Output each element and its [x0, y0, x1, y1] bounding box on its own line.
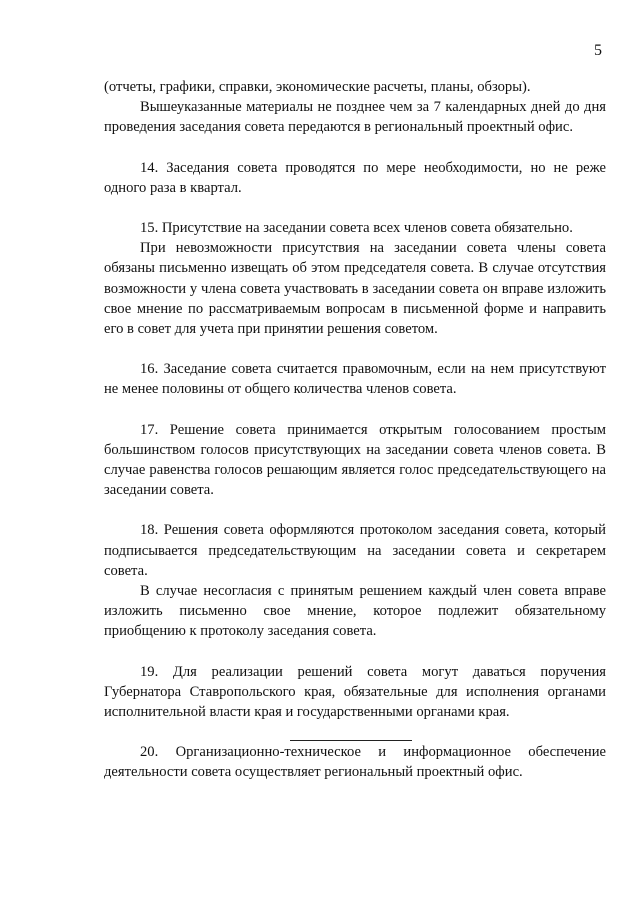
paragraph-19: 19. Для реализации решений совета могут даваться поручения Губернатора Ставропольского края, обязательные для исполнения органами исполнительной власти края и государственными органами края. — [104, 663, 606, 721]
paragraph-16: 16. Заседание совета считается правомочным, если на нем присутствуют не менее половины от общего количества членов совета. — [104, 361, 606, 398]
page-number: 5 — [594, 42, 602, 59]
paragraph-15-absence: При невозможности присутствия на заседании совета члены совета обязаны письменно извещать об этом председателя совета. В случае отсутствия возможности у члена совета участвовать в заседании совета он вправе изложить свое мнение по рассматриваемым вопросам в письменной форме и направить его в совет для учета при принятии решения советом. — [104, 240, 606, 338]
paragraph-17: 17. Решение совета принимается открытым голосованием простым большинством голосов присутствующих на заседании совета членов совета. В случае равенства голосов решающим является голос председательствующего на заседании совета. — [104, 421, 606, 499]
paragraph-materials-deadline: Вышеуказанные материалы не позднее чем за 7 календарных дней до дня проведения заседания совета передаются в региональный проектный офис. — [104, 99, 606, 136]
document-body — [104, 77, 606, 783]
paragraph-14: 14. Заседания совета проводятся по мере необходимости, но не реже одного раза в квартал. — [104, 159, 606, 196]
paragraph-18-disagreement: В случае несогласия с принятым решением каждый член совета вправе изложить письменно свое мнение, которое подлежит обязательному приобщению к протоколу заседания совета. — [104, 583, 606, 640]
paragraph-20: 20. Организационно-техническое и информационное обеспечение деятельности совета осуществляет региональный проектный офис. — [104, 744, 606, 781]
end-divider-line — [290, 740, 412, 741]
paragraph-18: 18. Решения совета оформляются протоколом заседания совета, который подписывается председательствующим на заседании совета и секретарем совета. — [104, 522, 606, 579]
paragraph-15: 15. Присутствие на заседании совета всех членов совета обязательно. — [140, 220, 573, 237]
paragraph-continuation: (отчеты, графики, справки, экономические расчеты, планы, обзоры). — [104, 79, 531, 95]
